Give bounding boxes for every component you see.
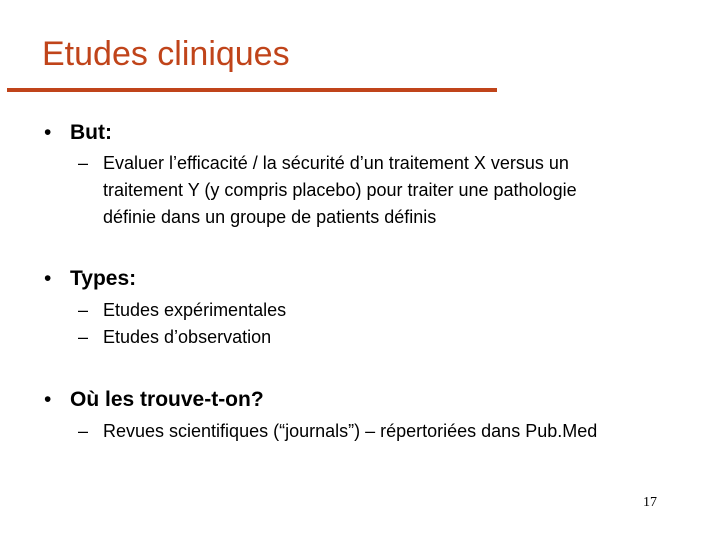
sub-item-line: définie dans un groupe de patients définis xyxy=(103,207,437,227)
bullet-types xyxy=(44,266,136,292)
bullet-dot: • xyxy=(44,388,52,411)
sub-item-dash: – xyxy=(78,421,89,441)
sub-item-line: Etudes expérimentales xyxy=(103,300,287,320)
sub-item-but-goal xyxy=(78,150,577,231)
title-underline xyxy=(7,88,497,92)
sub-item-dash: – xyxy=(78,300,89,320)
sub-item-where-journals xyxy=(78,418,597,445)
sub-item-types-experimental xyxy=(78,297,286,324)
sub-item-line: traitement Y (y compris placebo) pour traiter une pathologie xyxy=(103,180,577,200)
bullet-where xyxy=(44,387,264,413)
page-number: 17 xyxy=(643,495,657,510)
bullet-but xyxy=(44,120,112,146)
sub-item-line: Etudes d’observation xyxy=(103,327,272,347)
bullet-heading: Types: xyxy=(70,267,137,290)
bullet-heading: But: xyxy=(70,121,112,144)
bullet-dot: • xyxy=(44,267,52,290)
sub-item-types-observation xyxy=(78,324,271,351)
bullet-heading: Où les trouve-t-on? xyxy=(70,388,264,411)
slide-title: Etudes cliniques xyxy=(42,35,290,73)
sub-item-dash: – xyxy=(78,327,89,347)
sub-item-line: Evaluer l’efficacité / la sécurité d’un traitement X versus un xyxy=(103,153,569,173)
sub-item-line: Revues scientifiques (“journals”) – répertoriées dans Pub.Med xyxy=(103,421,598,441)
bullet-dot: • xyxy=(44,121,52,144)
sub-item-dash: – xyxy=(78,153,89,173)
